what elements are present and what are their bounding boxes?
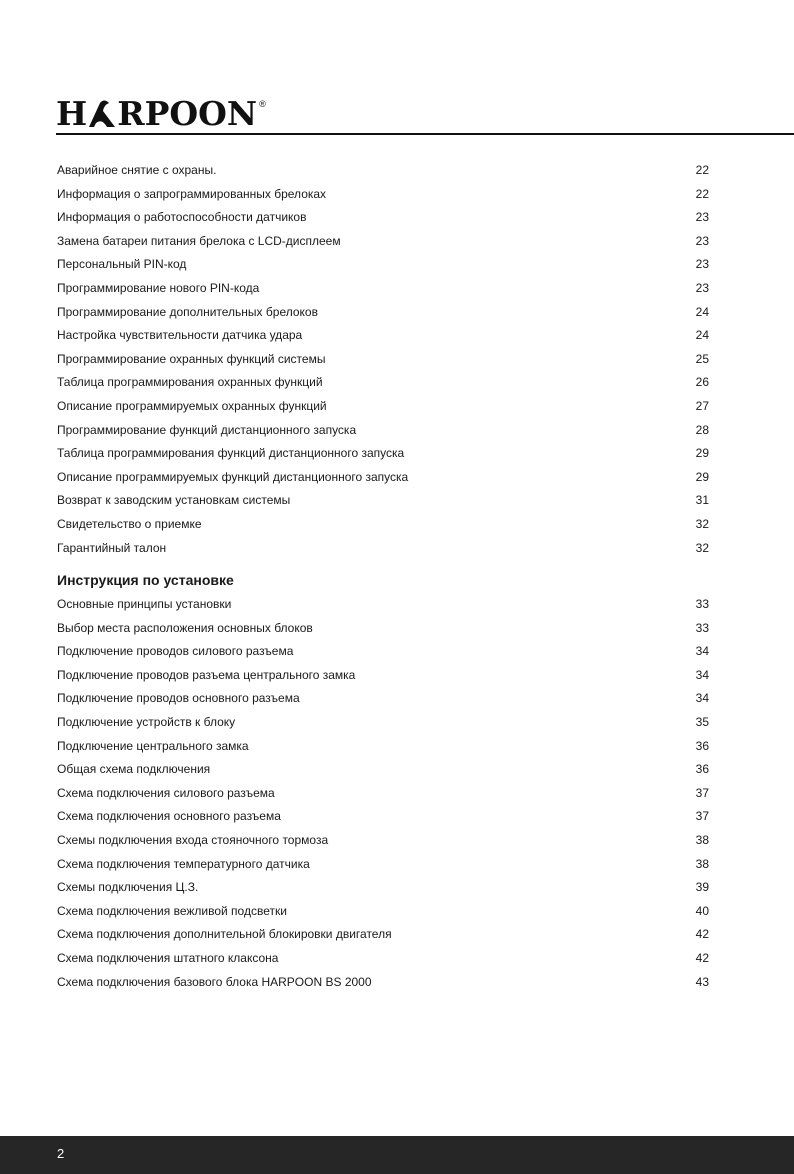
toc-entry[interactable] xyxy=(57,514,709,538)
toc-entry-title: Подключение проводов основного разъема xyxy=(57,691,300,706)
toc-entry[interactable] xyxy=(57,618,709,642)
toc-list-installation xyxy=(57,594,709,995)
toc-entry-title: Замена батареи питания брелока с LCD-дисплеем xyxy=(57,233,341,248)
toc-entry-page: 24 xyxy=(695,328,709,343)
toc-entry-page: 42 xyxy=(695,927,709,942)
toc-entry-title: Аварийное снятие с охраны. xyxy=(57,163,217,177)
toc-entry[interactable] xyxy=(57,396,709,420)
toc-entry-title: Таблица программирования функций дистанционного запуска xyxy=(57,446,405,461)
toc-entry[interactable] xyxy=(57,783,709,807)
toc-entry[interactable] xyxy=(57,207,709,231)
toc-entry-page: 31 xyxy=(695,493,709,508)
toc-entry[interactable] xyxy=(57,806,709,830)
toc-entry[interactable] xyxy=(57,924,709,948)
toc-entry[interactable] xyxy=(57,302,709,326)
toc-entry-title: Свидетельство о приемке xyxy=(57,516,202,531)
header-divider xyxy=(56,133,794,135)
toc-entry-page: 37 xyxy=(695,809,709,824)
toc-entry-page: 29 xyxy=(695,446,709,461)
toc-entry-page: 34 xyxy=(695,667,709,682)
toc-entry-title: Настройка чувствительности датчика удара xyxy=(57,328,303,343)
toc-entry-title: Выбор места расположения основных блоков xyxy=(57,620,313,635)
toc-entry-title: Схемы подключения Ц.З. xyxy=(57,880,199,895)
toc-entry[interactable] xyxy=(57,877,709,901)
toc-entry-title: Подключение центрального замка xyxy=(57,738,249,753)
toc-entry-title: Программирование дополнительных брелоков xyxy=(57,304,318,319)
toc-entry-page: 43 xyxy=(695,974,709,989)
toc-entry[interactable] xyxy=(57,467,709,491)
toc-entry-title: Подключение устройств к блоку xyxy=(57,714,236,729)
toc-entry[interactable] xyxy=(57,160,709,184)
toc-entry-title: Схема подключения температурного датчика xyxy=(57,856,310,871)
toc-entry[interactable] xyxy=(57,278,709,302)
toc-entry-page: 32 xyxy=(695,516,709,531)
toc-entry-title: Гарантийный талон xyxy=(57,540,167,555)
toc-entry-title: Схема подключения основного разъема xyxy=(57,809,281,824)
toc-entry[interactable] xyxy=(57,538,709,562)
toc-entry-title: Основные принципы установки xyxy=(57,597,232,611)
toc-entry-title: Персональный PIN-код xyxy=(57,257,187,272)
toc-entry-title: Описание программируемых охранных функций xyxy=(57,398,327,413)
toc-entry[interactable] xyxy=(57,325,709,349)
toc-entry-title: Возврат к заводским установкам системы xyxy=(57,493,291,508)
toc-entry-title: Описание программируемых функций дистанционного запуска xyxy=(57,469,409,484)
logo-letter-h: H xyxy=(56,94,88,133)
toc-entry[interactable] xyxy=(57,712,709,736)
toc-entry[interactable] xyxy=(57,372,709,396)
page-footer xyxy=(0,1136,794,1174)
toc-entry[interactable] xyxy=(57,231,709,255)
toc-entry[interactable] xyxy=(57,490,709,514)
toc-entry-page: 42 xyxy=(695,950,709,965)
toc-entry-page: 25 xyxy=(695,351,709,366)
toc-entry-page: 29 xyxy=(695,469,709,484)
toc-entry[interactable] xyxy=(57,972,709,996)
toc-entry-page: 28 xyxy=(695,422,709,437)
toc-entry-page: 27 xyxy=(695,398,709,413)
toc-entry-page: 34 xyxy=(695,644,709,659)
page-number: 2 xyxy=(57,1146,65,1161)
toc-entry-page: 23 xyxy=(695,257,709,272)
toc-entry-title: Программирование нового PIN-кода xyxy=(57,280,260,295)
toc-entry-title: Общая схема подключения xyxy=(57,762,211,777)
toc-entry-page: 36 xyxy=(695,762,709,777)
page-header xyxy=(0,0,794,137)
toc-entry-page: 32 xyxy=(695,540,709,555)
toc-entry-title: Информация о работоспособности датчиков xyxy=(57,210,307,225)
toc-entry[interactable] xyxy=(57,736,709,760)
toc-list-operation xyxy=(57,160,709,561)
harpoon-logo xyxy=(56,96,266,132)
toc-entry-title: Программирование охранных функций системы xyxy=(57,351,326,366)
toc-entry-page: 38 xyxy=(695,832,709,847)
toc-entry[interactable] xyxy=(57,349,709,373)
logo-letters-rpoon: RPOON xyxy=(117,94,258,133)
toc-entry[interactable] xyxy=(57,854,709,878)
toc-entry-title: Подключение проводов силового разъема xyxy=(57,644,294,659)
toc-entry-page: 38 xyxy=(695,856,709,871)
toc-entry[interactable] xyxy=(57,443,709,467)
toc-entry-title: Схема подключения дополнительной блокировки двигателя xyxy=(57,927,392,942)
toc-entry-page: 35 xyxy=(695,714,709,729)
toc-entry-page: 34 xyxy=(695,691,709,706)
toc-entry-page: 39 xyxy=(695,880,709,895)
toc-entry-page: 22 xyxy=(695,186,709,201)
toc-entry-page: 37 xyxy=(695,785,709,800)
toc-entry-page: 36 xyxy=(695,738,709,753)
toc-entry[interactable] xyxy=(57,830,709,854)
toc-entry[interactable] xyxy=(57,665,709,689)
toc-entry[interactable] xyxy=(57,901,709,925)
registered-mark: ® xyxy=(259,99,266,109)
toc-entry-title: Схема подключения штатного клаксона xyxy=(57,950,279,965)
toc-entry-title: Схема подключения базового блока HARPOON BS 2000 xyxy=(57,974,372,989)
toc-entry-title: Таблица программирования охранных функций xyxy=(57,375,323,390)
toc-entry-page: 23 xyxy=(695,280,709,295)
harpoon-a-icon xyxy=(87,99,117,129)
section-heading-installation: Инструкция по установке xyxy=(57,572,234,588)
toc-entry-page: 33 xyxy=(695,597,709,611)
toc-entry-page: 23 xyxy=(695,210,709,225)
toc-entry-title: Программирование функций дистанционного запуска xyxy=(57,422,357,437)
toc-entry-page: 33 xyxy=(695,620,709,635)
toc-entry-title: Схема подключения вежливой подсветки xyxy=(57,903,287,918)
toc-entry[interactable] xyxy=(57,184,709,208)
toc-entry[interactable] xyxy=(57,641,709,665)
toc-entry-title: Схемы подключения входа стояночного тормоза xyxy=(57,832,329,847)
toc-entry-title: Подключение проводов разъема центрального замка xyxy=(57,667,356,682)
toc-entry-page: 40 xyxy=(695,903,709,918)
toc-entry[interactable] xyxy=(57,948,709,972)
toc-entry[interactable] xyxy=(57,594,709,618)
toc-entry-page: 24 xyxy=(695,304,709,319)
toc-entry-page: 26 xyxy=(695,375,709,390)
toc-entry[interactable] xyxy=(57,759,709,783)
toc-entry[interactable] xyxy=(57,420,709,444)
toc-entry[interactable] xyxy=(57,688,709,712)
toc-entry-page: 23 xyxy=(695,233,709,248)
toc-entry-title: Схема подключения силового разъема xyxy=(57,785,275,800)
toc-entry-title: Информация о запрограммированных брелоках xyxy=(57,186,327,201)
toc-entry-page: 22 xyxy=(695,163,709,177)
toc-entry[interactable] xyxy=(57,254,709,278)
